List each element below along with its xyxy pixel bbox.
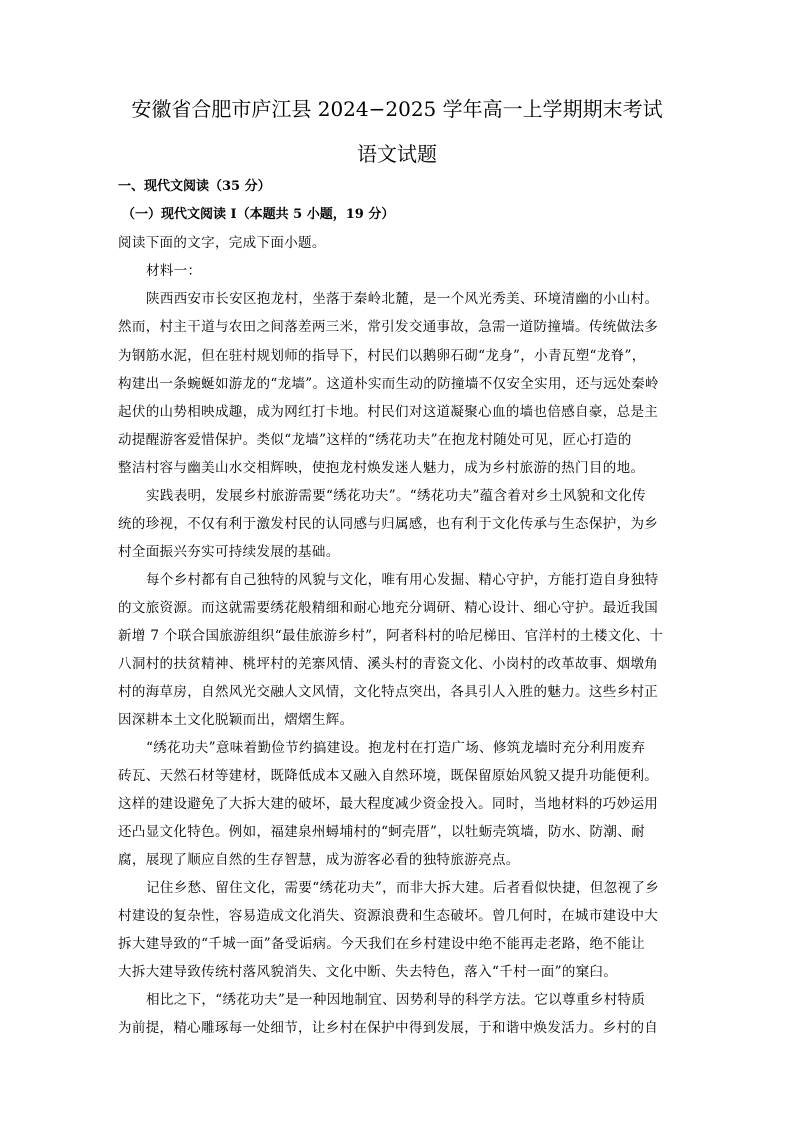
passage-line: 八洞村的扶贫精神、桃坪村的羌寨风情、溪头村的青瓷文化、小岗村的改革故事、烟墩角 <box>118 656 659 672</box>
passage-line: 每个乡村都有自己独特的风貌与文化，唯有用心发掘、精心守护，方能打造自身独特 <box>146 572 659 588</box>
passage-line: 记住乡愁、留住文化，需要“绣花功夫”，而非大拆大建。后者看似快捷，但忽视了乡 <box>146 880 660 896</box>
instruction-text: 阅读下面的文字，完成下面小题。 <box>118 235 326 251</box>
passage-line: 村全面振兴夯实可持续发展的基础。 <box>118 544 340 560</box>
passage-line: 陕西西安市长安区抱龙村，坐落于秦岭北麓，是一个风光秀美、环境清幽的小山村。 <box>146 291 659 307</box>
passage-line: 为钢筋水泥，但在驻村规划师的指导下，村民们以鹅卵石砌“龙身”，小青瓦塑“龙脊”， <box>118 348 646 364</box>
material-label: 材料一： <box>146 263 202 279</box>
exam-title: 安徽省合肥市庐江县 2024−2025 学年高一上学期期末考试 <box>131 97 663 121</box>
passage-line: 因深耕本土文化脱颖而出，熠熠生辉。 <box>118 712 354 728</box>
passage-line: 还凸显文化特色。例如，福建泉州蟳埔村的“蚵壳厝”，以牡蛎壳筑墙，防水、防潮、耐 <box>118 824 645 840</box>
passage-line: 大拆大建导致传统村落风貌消失、文化中断、失去特色，落入“千村一面”的窠臼。 <box>118 964 618 980</box>
passage-line: 村建设的复杂性，容易造成文化消失、资源浪费和生态破坏。曾几何时，在城市建设中大 <box>118 908 659 924</box>
passage-line: 的文旅资源。而这就需要绣花般精细和耐心地充分调研、精心设计、细心守护。最近我国 <box>118 600 659 616</box>
passage-line: 新增 7 个联合国旅游组织“最佳旅游乡村”，阿者科村的哈尼梯田、官洋村的土楼文化、十 <box>118 628 664 644</box>
passage-line: 动提醒游客爱惜保护。类似“龙墙”这样的“绣花功夫”在抱龙村随处可见，匠心打造的 <box>118 432 632 448</box>
passage-line: 为前提，精心雕琢每一处细节，让乡村在保护中得到发展，于和谐中焕发活力。乡村的自 <box>118 1020 659 1036</box>
passage-line: 砖瓦、天然石材等建材，既降低成本又融入自然环境，既保留原始风貌又提升功能便利。 <box>118 768 659 784</box>
passage-line: 然而，村主干道与农田之间落差两三米，常引发交通事故，急需一道防撞墙。传统做法多 <box>118 319 659 335</box>
passage-line: “绣花功夫”意味着勤俭节约搞建设。抱龙村在打造广场、修筑龙墙时充分利用废弃 <box>146 740 646 756</box>
passage-line: 构建出一条蜿蜒如游龙的“龙墙”。这道朴实而生动的防撞墙不仅安全实用，还与远处秦岭 <box>118 376 659 392</box>
passage-line: 腐，展现了顺应自然的生存智慧，成为游客必看的独特旅游亮点。 <box>118 852 520 868</box>
passage-line: 统的珍视，不仅有利于激发村民的认同感与归属感，也有利于文化传承与生态保护，为乡 <box>118 516 659 532</box>
section-heading: 一、现代文阅读（35 分） <box>118 179 271 194</box>
exam-subtitle: 语文试题 <box>357 142 437 166</box>
passage-line: 整洁村容与幽美山水交相辉映，使抱龙村焕发迷人魅力，成为乡村旅游的热门目的地。 <box>118 460 645 476</box>
passage-line: 相比之下，“绣花功夫”是一种因地制宜、因势利导的科学方法。它以尊重乡村特质 <box>146 992 646 1008</box>
passage-line: 这样的建设避免了大拆大建的破坏，最大程度减少资金投入。同时，当地材料的巧妙运用 <box>118 796 659 812</box>
passage-line: 拆大建导致的“千城一面”备受诟病。今天我们在乡村建设中绝不能再走老路，绝不能让 <box>118 936 645 952</box>
passage-line: 村的海草房，自然风光交融人文风情，文化特点突出，各具引人入胜的魅力。这些乡村正 <box>118 684 659 700</box>
passage-line: 起伏的山势相映成趣，成为网红打卡地。村民们对这道凝聚心血的墙也倍感自豪，总是主 <box>118 404 659 420</box>
passage-line: 实践表明，发展乡村旅游需要“绣花功夫”。“绣花功夫”蕴含着对乡土风貌和文化传 <box>146 488 646 504</box>
subsection-heading: （一）现代文阅读 I（本题共 5 小题，19 分） <box>122 207 395 222</box>
